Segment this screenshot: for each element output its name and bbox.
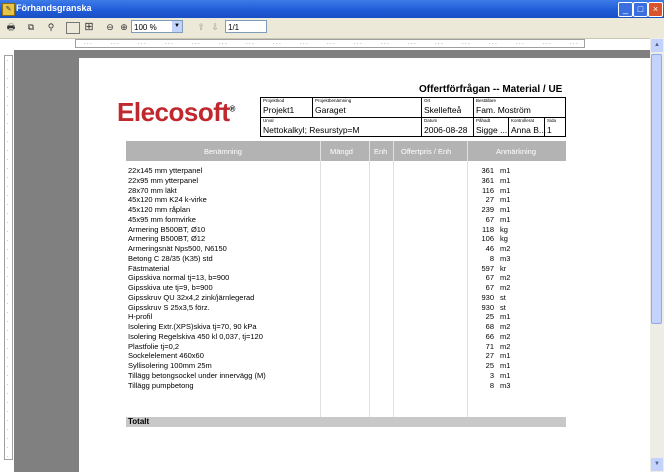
- row-name: H-profil: [128, 312, 153, 322]
- ruler-tick: ·: [7, 229, 9, 235]
- row-name: Tillägg betongsockel under innervägg (M): [128, 370, 266, 380]
- ruler-tick: · · ·: [435, 41, 443, 47]
- row-quantity: 46: [485, 244, 494, 253]
- ruler-tick: · · ·: [192, 41, 200, 47]
- table-row: [126, 273, 566, 282]
- ruler-tick: · · ·: [300, 41, 308, 47]
- row-unit: kr: [500, 263, 507, 273]
- row-name: Isolering Extr.(XPS)skiva tj=70, 90 kPa: [128, 322, 257, 331]
- ruler-tick: ·: [7, 364, 9, 370]
- zoom-value: 100 %: [134, 23, 157, 32]
- row-name: Plastfolie tj=0,2: [128, 341, 180, 351]
- ruler-tick: · · ·: [165, 41, 173, 47]
- toolbar: [0, 18, 664, 39]
- kontroll-cell: [508, 117, 545, 137]
- benamning-cell: [312, 97, 422, 118]
- ruler-tick: · · ·: [408, 41, 416, 47]
- row-unit: m1: [500, 185, 511, 195]
- bestallare-cell: [473, 97, 566, 118]
- table-row: [126, 351, 566, 360]
- row-quantity: 67: [485, 273, 494, 283]
- row-quantity: 239: [481, 205, 494, 214]
- row-quantity: 361: [481, 175, 494, 185]
- logo-text: Elecosoft: [117, 97, 230, 127]
- row-name: 45x120 mm råplan: [128, 205, 191, 214]
- table-row: [126, 342, 566, 351]
- ort-cell: [421, 97, 474, 118]
- row-quantity: 67: [485, 283, 494, 292]
- table-row: [126, 166, 566, 175]
- row-unit: m2: [500, 331, 511, 341]
- row-name: Gipsskruv S 25x3,5 förz.: [128, 302, 210, 312]
- row-name: 22x145 mm ytterpanel: [128, 166, 203, 175]
- table-header: [126, 141, 566, 161]
- row-unit: m1: [500, 370, 511, 380]
- row-quantity: 27: [485, 195, 494, 205]
- row-name: Syllisolering 100mm 25m: [128, 361, 212, 370]
- row-quantity: 71: [485, 341, 494, 351]
- ruler-tick: · · ·: [516, 41, 524, 47]
- ruler-tick: ·: [7, 301, 9, 307]
- row-quantity: 67: [485, 214, 494, 224]
- row-name: Armering B500BT, Ø12: [128, 234, 206, 244]
- ruler-tick: · · ·: [246, 41, 254, 47]
- table-row: [126, 225, 566, 234]
- table-row: [126, 371, 566, 380]
- table-row: [126, 322, 566, 331]
- ritat-cell: [473, 117, 509, 137]
- ruler-tick: · · ·: [84, 41, 92, 47]
- ruler-tick: ·: [7, 418, 9, 424]
- ruler-tick: ·: [7, 58, 9, 64]
- maximize-button[interactable]: □: [633, 2, 648, 17]
- ruler-tick: ·: [7, 220, 9, 226]
- ruler-tick: ·: [7, 139, 9, 145]
- row-name: Isolering Regelskiva 450 kl 0,037, tj=120: [128, 331, 263, 341]
- row-unit: m1: [500, 205, 511, 214]
- projektkod-cell: [260, 97, 313, 118]
- ruler-tick: ·: [7, 247, 9, 253]
- scroll-thumb[interactable]: [651, 54, 662, 324]
- row-quantity: 118: [482, 224, 494, 234]
- ruler-tick: ·: [7, 265, 9, 271]
- total-row: [126, 417, 566, 427]
- row-unit: m2: [500, 322, 511, 331]
- chevron-down-icon[interactable]: ▼: [172, 21, 182, 32]
- row-quantity: 3: [489, 370, 494, 380]
- row-name: 28x70 mm läkt: [128, 185, 177, 195]
- row-unit: m2: [500, 273, 511, 283]
- row-quantity: 25: [485, 312, 494, 322]
- row-name: Gipsskruv QU 32x4,2 zink/järnlegerad: [128, 292, 255, 302]
- projektkod-label: Projektkod: [263, 98, 285, 103]
- table-row: [126, 186, 566, 195]
- ruler-tick: · · ·: [273, 41, 281, 47]
- total-label: Totalt: [128, 417, 150, 426]
- table-row: [126, 293, 566, 302]
- find-icon[interactable]: ⚲: [47, 22, 55, 32]
- row-unit: m2: [500, 244, 511, 253]
- vertical-scrollbar[interactable]: [650, 38, 664, 472]
- row-quantity: 27: [485, 351, 494, 361]
- zoom-out-icon[interactable]: ⊖: [106, 22, 114, 32]
- ruler-tick: ·: [7, 283, 9, 289]
- row-unit: m1: [500, 361, 511, 370]
- row-quantity: 930: [481, 292, 494, 302]
- ruler-tick: ·: [7, 76, 9, 82]
- copy-icon[interactable]: ⧉: [27, 22, 35, 32]
- scroll-down-icon[interactable]: ▼: [651, 458, 663, 471]
- single-page-icon[interactable]: [66, 22, 80, 34]
- row-quantity: 68: [485, 322, 494, 331]
- row-quantity: 66: [485, 331, 494, 341]
- ruler-tick: ·: [7, 238, 9, 244]
- datum-label: Datum: [424, 118, 438, 123]
- row-name: Fästmaterial: [128, 263, 170, 273]
- sida-value: 1: [547, 125, 552, 135]
- row-unit: kg: [500, 234, 508, 244]
- prev-page-icon[interactable]: ⇧: [197, 22, 205, 32]
- row-unit: m1: [500, 166, 511, 175]
- ruler-tick: ·: [7, 103, 9, 109]
- ruler-tick: ·: [7, 94, 9, 100]
- table-row: [126, 234, 566, 243]
- projektkod-value: Projekt1: [263, 105, 295, 115]
- datum-value: 2006-08-28: [424, 125, 468, 135]
- row-unit: m1: [500, 351, 511, 361]
- ruler-tick: ·: [7, 211, 9, 217]
- ruler-tick: ·: [7, 400, 9, 406]
- ritat-value: Sigge ...: [476, 125, 508, 135]
- row-name: Gipsskiva normal tj=13, b=900: [128, 273, 230, 283]
- datum-cell: [421, 117, 474, 137]
- ruler-tick: · · ·: [570, 41, 578, 47]
- window-title: Förhandsgranska: [16, 3, 92, 13]
- table-row: [126, 244, 566, 253]
- kontroll-label: Kontrollerat: [511, 118, 535, 123]
- ruler-tick: ·: [7, 355, 9, 361]
- row-quantity: 25: [485, 361, 494, 370]
- table-row: [126, 332, 566, 341]
- close-button[interactable]: ×: [648, 2, 663, 17]
- row-name: 45x120 mm K24 k-virke: [128, 195, 207, 205]
- ruler-tick: ·: [7, 157, 9, 163]
- row-name: Armering B500BT, Ø10: [128, 224, 206, 234]
- ruler-tick: ·: [7, 85, 9, 91]
- table-row: [126, 312, 566, 321]
- column-mangd: Mängd: [330, 147, 353, 156]
- ruler-tick: ·: [7, 346, 9, 352]
- bestallare-value: Fam. Moström: [476, 105, 531, 115]
- row-quantity: 930: [481, 302, 494, 312]
- row-unit: m1: [500, 214, 511, 224]
- ruler-tick: ·: [7, 337, 9, 343]
- ruler-tick: · · ·: [327, 41, 335, 47]
- ruler-tick: ·: [7, 319, 9, 325]
- title-bar: [0, 0, 664, 18]
- horizontal-ruler: [75, 39, 585, 48]
- benamning-label: Projektbenämning: [315, 98, 352, 103]
- ruler-tick: ·: [7, 391, 9, 397]
- zoom-select[interactable]: [131, 20, 183, 33]
- row-quantity: 116: [482, 185, 494, 195]
- column-enh: Enh: [374, 147, 388, 156]
- row-name: Armeringsnät Nps500, N6150: [128, 244, 227, 253]
- row-unit: st: [500, 302, 506, 312]
- ruler-tick: ·: [7, 382, 9, 388]
- ruler-tick: ·: [7, 409, 9, 415]
- row-name: 45x95 mm formvirke: [128, 214, 196, 224]
- row-unit: m3: [500, 253, 511, 263]
- ruler-tick: ·: [7, 112, 9, 118]
- table-row: [126, 205, 566, 214]
- row-unit: m1: [500, 312, 511, 322]
- row-quantity: 361: [481, 166, 494, 175]
- row-unit: m2: [500, 283, 511, 292]
- row-name: Betong C 28/35 (K35) std: [128, 253, 213, 263]
- zoom-in-icon[interactable]: ⊕: [120, 22, 128, 32]
- row-quantity: 106: [481, 234, 494, 244]
- row-unit: st: [500, 292, 506, 302]
- ruler-tick: ·: [7, 373, 9, 379]
- ruler-tick: ·: [7, 274, 9, 280]
- vertical-ruler: [4, 55, 13, 460]
- row-name: Sockelelement 460x60: [128, 351, 204, 361]
- kontroll-value: Anna B...: [511, 125, 546, 135]
- ruler-tick: · · ·: [381, 41, 389, 47]
- table-row: [126, 361, 566, 370]
- ritat-label: Påhadt: [476, 118, 491, 123]
- table-row: [126, 254, 566, 263]
- urval-cell: [260, 117, 422, 137]
- ruler-tick: ·: [7, 202, 9, 208]
- registered-mark: ®: [229, 104, 235, 114]
- ruler-tick: · · ·: [219, 41, 227, 47]
- ruler-tick: · · ·: [489, 41, 497, 47]
- row-unit: m2: [500, 341, 511, 351]
- sida-cell: [544, 117, 566, 137]
- column-anmarkning: Anmärkning: [496, 147, 537, 156]
- ruler-tick: ·: [7, 292, 9, 298]
- ruler-tick: ·: [7, 67, 9, 73]
- urval-label: Urval: [263, 118, 274, 123]
- table-row: [126, 215, 566, 224]
- benamning-value: Garaget: [315, 105, 346, 115]
- row-quantity: 8: [489, 380, 494, 390]
- ruler-tick: ·: [7, 445, 9, 451]
- document-title: Offertförfrågan -- Material / UE: [419, 84, 563, 95]
- ruler-tick: ·: [7, 310, 9, 316]
- ruler-tick: · · ·: [354, 41, 362, 47]
- multi-page-icon[interactable]: ⊞: [84, 21, 94, 33]
- row-unit: m1: [500, 195, 511, 205]
- row-unit: kg: [500, 224, 508, 234]
- column-benamning: Benämning: [204, 147, 242, 156]
- sida-label: Sida: [547, 118, 557, 123]
- ruler-tick: ·: [7, 256, 9, 262]
- ruler-tick: · · ·: [462, 41, 470, 47]
- ruler-tick: ·: [7, 436, 9, 442]
- next-page-icon[interactable]: ⇩: [211, 22, 219, 32]
- table-row: [126, 195, 566, 204]
- ruler-tick: ·: [7, 184, 9, 190]
- row-name: Tillägg pumpbetong: [128, 380, 194, 390]
- row-name: Gipsskiva ute tj=9, b=900: [128, 283, 213, 292]
- scroll-up-icon[interactable]: ▲: [651, 39, 663, 52]
- bestallare-label: Beställare: [476, 98, 497, 103]
- ort-value: Skellefteå: [424, 105, 462, 115]
- ruler-tick: ·: [7, 130, 9, 136]
- table-row: [126, 381, 566, 390]
- table-row: [126, 303, 566, 312]
- ruler-tick: ·: [7, 166, 9, 172]
- row-unit: m3: [500, 380, 511, 390]
- table-row: [126, 176, 566, 185]
- minimize-button[interactable]: _: [618, 2, 633, 17]
- ruler-tick: ·: [7, 193, 9, 199]
- column-offertpris: Offertpris / Enh: [401, 147, 452, 156]
- row-quantity: 8: [489, 253, 494, 263]
- ort-label: Ort: [424, 98, 431, 103]
- ruler-tick: · · ·: [111, 41, 119, 47]
- row-quantity: 597: [481, 263, 494, 273]
- ruler-tick: ·: [7, 175, 9, 181]
- ruler-tick: ·: [7, 454, 9, 460]
- table-row: [126, 283, 566, 292]
- ruler-tick: ·: [7, 427, 9, 433]
- app-icon: ✎: [2, 3, 15, 16]
- row-unit: m1: [500, 175, 511, 185]
- ruler-tick: ·: [7, 328, 9, 334]
- ruler-tick: · · ·: [543, 41, 551, 47]
- ruler-tick: · · ·: [138, 41, 146, 47]
- table-row: [126, 264, 566, 273]
- company-logo: [117, 97, 235, 128]
- row-name: 22x95 mm ytterpanel: [128, 175, 199, 185]
- print-icon[interactable]: 🖶: [6, 22, 16, 32]
- page-input[interactable]: 1/1: [225, 20, 267, 33]
- ruler-tick: ·: [7, 148, 9, 154]
- ruler-tick: ·: [7, 121, 9, 127]
- urval-value: Nettokalkyl; Resurstyp=M: [263, 125, 360, 135]
